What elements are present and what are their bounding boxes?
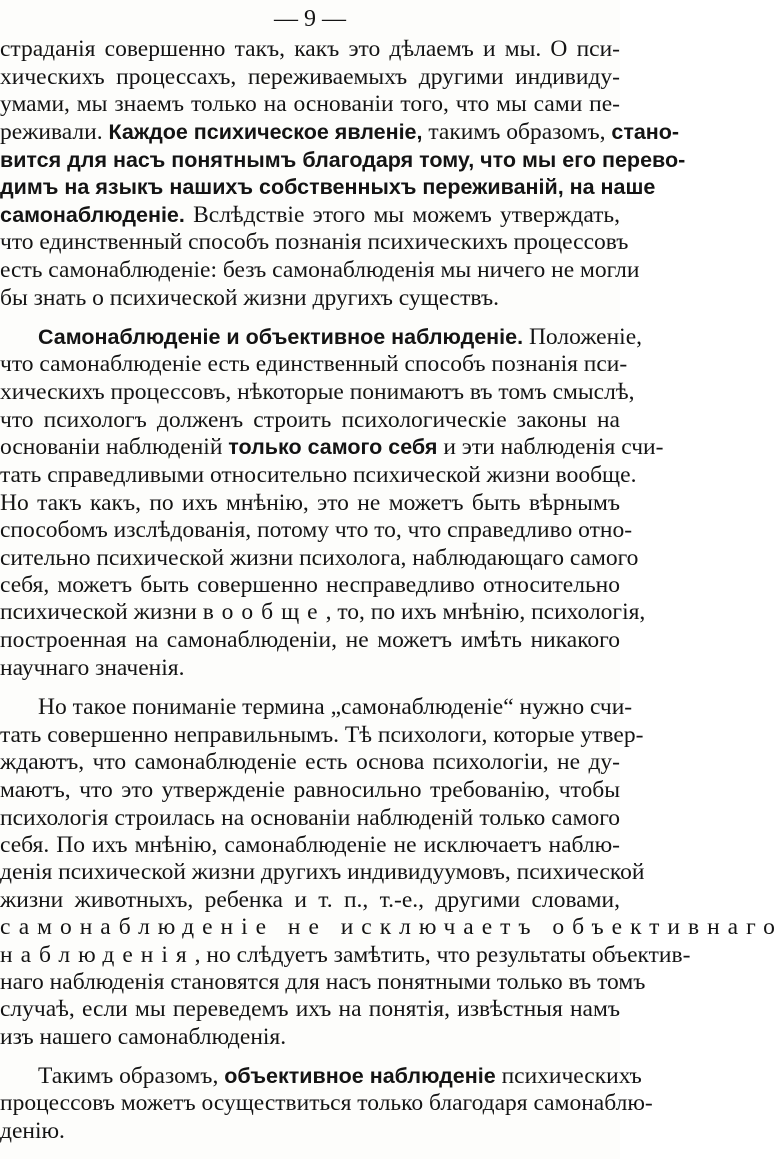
text-run: способомъ изслѣдованія, потому что то, что справедливо отно-: [0, 517, 633, 543]
text-run: Такимъ образомъ,: [38, 1063, 225, 1089]
text-run: хическихъ процессовъ, нѣкоторые понимаютъ въ томъ смыслѣ,: [0, 379, 635, 405]
text-run: реживали.: [0, 119, 109, 145]
text-line: [0, 1019, 620, 1055]
text-run: денія психической жизни другихъ индивидуумовъ, психической: [0, 859, 645, 885]
spaced-emphasis: наблюденія: [0, 942, 195, 968]
page-number: — 9 —: [274, 6, 346, 32]
text-run: тать справедливыми относительно психической жизни вообще.: [0, 462, 637, 488]
bold-phrase: самонаблюденіе.: [0, 203, 185, 227]
text-line: [0, 650, 620, 686]
text-run: умами, мы знаемъ только на основаніи того, что мы сами пе-: [0, 91, 620, 117]
text-run: себя. По ихъ мнѣнію, самонаблюденіе не исключаетъ наблю-: [0, 832, 620, 858]
text-run: психическихъ: [495, 1063, 642, 1089]
text-run: процессовъ можетъ осуществиться только благодаря самонаблю-: [0, 1090, 653, 1116]
text-run: жизни животныхъ, ребенка и т. п., т.-е., другими словами,: [0, 887, 620, 913]
text-run: , но слѣдуетъ замѣтить, что результаты объектив-: [194, 942, 691, 968]
text-run: бы знать о психической жизни другихъ существъ.: [0, 285, 499, 311]
text-run: психической жизни: [0, 599, 203, 625]
text-run: изъ нашего самонаблюденія.: [0, 1024, 287, 1050]
text-run: хическихъ процессахъ, переживаемыхъ другими индивиду-: [0, 64, 620, 90]
text-run: психологія строилась на основаніи наблюденій только самого: [0, 805, 620, 831]
text-run: что единственный способъ познанія психическихъ процессовъ: [0, 229, 629, 255]
spaced-emphasis: вообще: [202, 599, 326, 625]
text-run: Вслѣдствіе этого мы можемъ утверждать,: [184, 202, 620, 228]
text-run: случаѣ, если мы переведемъ ихъ на понятія, извѣстныя намъ: [0, 996, 620, 1022]
text-run: сительно психической жизни психолога, наблюдающаго самого: [0, 545, 639, 571]
text-run: Но такое пониманіе термина „самонаблюденіе“ нужно счи-: [38, 694, 633, 720]
text-run: себя, можетъ быть совершенно несправедливо относительно: [0, 572, 620, 598]
bold-phrase: вится для насъ понятнымъ благодаря тому, что мы его перево-: [0, 148, 686, 172]
spaced-emphasis: самонаблюденіе не исключаетъ объективнаго: [0, 914, 783, 940]
text-run: и эти наблюденія счи-: [437, 434, 664, 460]
text-run: тать совершенно неправильнымъ. Тѣ психологи, которые утвер-: [0, 722, 644, 748]
text-run: Но такъ какъ, по ихъ мнѣнію, это не можетъ быть вѣрнымъ: [0, 490, 620, 516]
bold-phrase: объективное наблюденіе: [224, 1064, 496, 1088]
text-run: маютъ, что это утвержденіе равносильно требованію, чтобы: [0, 777, 620, 803]
text-run: такимъ образомъ,: [422, 119, 612, 145]
text-line: [0, 280, 620, 316]
text-run: научнаго значенія.: [0, 655, 185, 681]
bold-phrase: Каждое психическое явленіе,: [108, 120, 423, 144]
text-run: наго наблюденія становятся для насъ понятными только въ томъ: [0, 969, 646, 995]
text-run: что самонаблюденіе есть единственный способъ познанія пси-: [0, 351, 628, 377]
bold-phrase: димъ на языкъ нашихъ собственныхъ переживаній, на наше: [0, 175, 656, 199]
text-run: есть самонаблюденіе: безъ самонаблюденія мы ничего не могли: [0, 257, 640, 283]
text-run: что психологъ долженъ строить психологическіе законы на: [0, 407, 620, 433]
text-run: страданія совершенно такъ, какъ это дѣлаемъ и мы. О пси-: [0, 36, 620, 62]
bold-phrase: только самого себя: [228, 435, 438, 459]
text-line: [0, 1113, 620, 1149]
text-run: основаніи наблюденій: [0, 434, 229, 460]
bold-phrase: стано-: [611, 120, 680, 144]
text-run: Положеніе,: [523, 324, 643, 350]
bold-phrase: Самонаблюденіе и объективное наблюденіе.: [38, 325, 524, 349]
text-run: построенная на самонаблюденіи, не можетъ имѣть никакого: [0, 627, 620, 653]
text-run: ждаютъ, что самонаблюденіе есть основа психологіи, не ду-: [0, 749, 620, 775]
text-run: денію.: [0, 1118, 65, 1144]
text-run: , то, по ихъ мнѣнію, психологія,: [325, 599, 646, 625]
